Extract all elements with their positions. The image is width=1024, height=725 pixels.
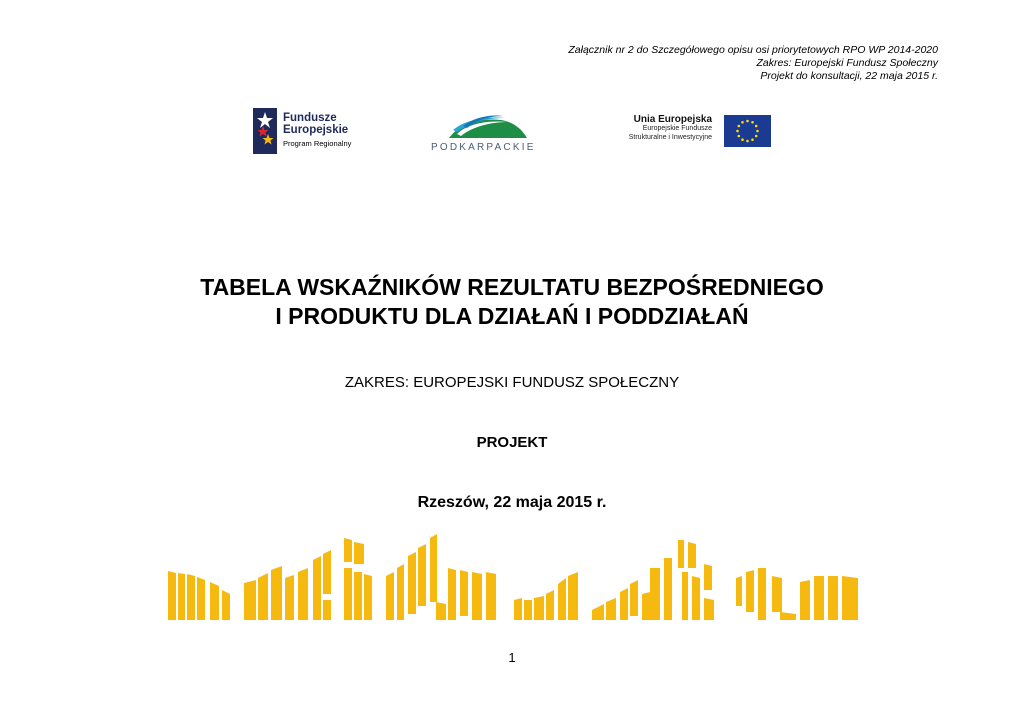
- decorative-skyline-graphic: [168, 528, 858, 622]
- fe-line2: Europejskie: [283, 124, 349, 136]
- unia-europejska-text: [620, 114, 712, 142]
- title-line2: I PRODUKTU DLA DZIAŁAŃ I PODDZIAŁAŃ: [275, 303, 749, 329]
- projekt-label: PROJEKT: [476, 434, 548, 451]
- page-number: 1: [508, 650, 516, 665]
- document-title: [0, 273, 1024, 331]
- title-line1: TABELA WSKAŹNIKÓW REZULTATU BEZPOŚREDNIEGO: [200, 274, 824, 300]
- ue-sub1: Europejskie Fundusze: [642, 125, 712, 132]
- fe-text: [283, 112, 351, 150]
- logo-bar: [0, 104, 1024, 158]
- eu-flag-icon: [724, 115, 771, 147]
- header-note-line1: Załącznik nr 2 do Szczegółowego opisu osi priorytetowych RPO WP 2014-2020: [568, 44, 938, 56]
- ue-title: Unia Europejska: [633, 114, 712, 125]
- fe-line1: Fundusze: [283, 112, 337, 124]
- mountain-icon: [431, 112, 543, 142]
- podkarpackie-logo: [431, 112, 543, 154]
- header-note: [568, 44, 938, 83]
- header-note-line2: Zakres: Europejski Fundusz Społeczny: [756, 57, 938, 69]
- scope-line: ZAKRES: EUROPEJSKI FUNDUSZ SPOŁECZNY: [344, 374, 680, 391]
- pk-label: PODKARPACKIE: [431, 142, 536, 153]
- fe-flag-icon: [253, 108, 277, 154]
- date-line: Rzeszów, 22 maja 2015 r.: [417, 494, 607, 511]
- ue-sub2: Strukturalne i Inwestycyjne: [628, 133, 712, 141]
- fe-line3: Program Regionalny: [283, 139, 352, 148]
- header-note-line3: Projekt do konsultacji, 22 maja 2015 r.: [760, 70, 938, 82]
